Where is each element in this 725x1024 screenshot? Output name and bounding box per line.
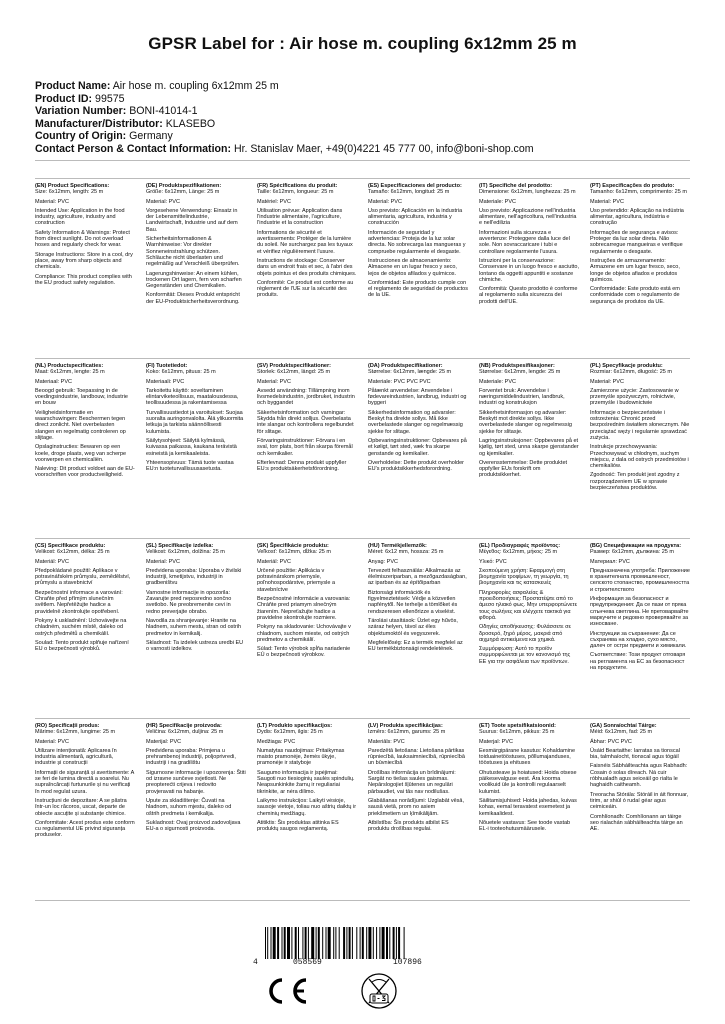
language-block-text: Bezpečnostné informácie a varovania: Chráňte pred priamym slnečným žiarením. Nepreťažujte hadice a pravidelne skontrolujte rozmiere.: [257, 596, 351, 621]
language-block-text: Größe: 6x12mm, Länge: 25 m: [146, 189, 220, 196]
variation-value: BONI-41014-1: [129, 105, 198, 118]
language-block: [146, 543, 246, 655]
barcode-bar: [271, 927, 272, 959]
language-block-heading: (NB) Produktspesifikasjoner:: [479, 363, 555, 369]
barcode-bar: [339, 927, 340, 959]
language-block-text: Dydis: 6x12mm, ilgis: 25 m: [257, 729, 323, 736]
language-block-text: Koko: 6x12mm, pituus: 25 m: [146, 369, 216, 376]
language-block-text: Materiaali: PVC: [146, 378, 185, 385]
language-block-text: Материал: PVC: [590, 558, 630, 565]
barcode-bar: [277, 927, 279, 959]
language-block-text: Informații de siguranță și avertismente: A se feri de lumina directă a soarelui. Nu supraîncărcați furtunurile și nu verificați în mod regulat uzura.: [35, 769, 135, 795]
barcode-bar: [287, 927, 290, 959]
language-block-text: Intended Use: Application in the food industry, agriculture, industry and construction: [35, 207, 125, 227]
language-block-text: Predvidena uporaba: Uporaba v živilski industriji, kmetijstvu, industriji in gradbeništvu: [146, 567, 242, 587]
language-block-text: Instrucciones de almacenamiento: Almacene en un lugar fresco y seco, lejos de objetos afilados y químicos.: [368, 257, 457, 277]
language-block-text: Zamierzone użycie: Zastosowanie w przemyśle spożywczym, rolnictwie, przemyśle i budownictwie: [590, 387, 679, 407]
language-block-text: Laikymo instrukcijos: Laikyti vėsioje, sausoje vietoje, toliau nuo aštrių daiktų ir cheminių medžiagų.: [257, 797, 357, 817]
language-block-heading: (SK) Špecifikácie produktu:: [257, 543, 329, 549]
language-block-text: Ohutusteave ja hoiatused: Hoida otsese päikesevalguse eest. Ära koorma voolikuid üle ja kontrolli regulaarselt kulumist.: [479, 769, 577, 795]
language-block-text: Materiale: PVC: [479, 198, 516, 205]
language-block-text: Faisnéis Sábháilteachta agus Rabhadh: Cosain ó solas díreach. Ná cuir róbhualadh agus seiceáil go rialta le haghaidh caitheamh.: [590, 763, 688, 789]
language-block-text: Tarkoitettu käyttö: soveltaminen elintarviketeollisuus, maatalousdessa, teollisuudessa ja rakentamisessa: [146, 387, 239, 407]
language-block-text: Υλικό: PVC: [479, 558, 507, 565]
language-block: [35, 723, 135, 842]
barcode-bar: [349, 927, 351, 959]
language-block-text: Skladnost: Ta izdelek ustreza uredbi EU o varnosti izdelkov.: [146, 639, 244, 653]
recycling-0-3-icon: [360, 972, 398, 1010]
barcode-bar: [398, 927, 400, 959]
language-block-heading: (IT) Specifiche del prodotto:: [479, 183, 553, 189]
language-block-text: Megfelelőség: Ez a termék megfelel az EU termékbiztonsági rendeletének.: [368, 639, 463, 653]
divider: [35, 160, 690, 161]
language-block-text: Conformité: Ce produit est conforme au règlement de l'UE sur la sécurité des produits.: [257, 279, 354, 299]
language-block: [368, 543, 468, 655]
barcode-bar: [343, 927, 345, 959]
language-block-text: Información de seguridad y advertencias: Proteja de la luz solar directa. No sobrecarga las mangueras y compruebe regularmente el desgaste.: [368, 229, 466, 255]
language-block-text: Materijal: PVC: [146, 738, 182, 745]
language-block-text: Storage Instructions: Store in a cool, dry place, away from sharp objects and chemicals.: [35, 251, 133, 271]
language-block-heading: (RO) Specificații produs:: [35, 723, 100, 729]
language-block: [368, 723, 468, 835]
language-block-text: Veličina: 6x12mm, duljina: 25 m: [146, 729, 224, 736]
language-block-text: Sukladnost: Ovaj proizvod zadovoljava EU-a o sigurnosti proizvoda.: [146, 819, 241, 833]
product-name-label: Product Name:: [35, 80, 111, 92]
language-block: [479, 363, 579, 482]
language-block: [590, 723, 690, 835]
language-block-text: Informacje o bezpieczeństwie i ostrzeżenia: Chronić przed bezpośrednim światłem słonecznym. Nie przeciążać węży i regularnie sprawdzać zużycia.: [590, 409, 690, 441]
language-block-text: Tamanho: 6x12mm, comprimento: 25 m: [590, 189, 687, 196]
language-block-text: Suurus: 6x12mm, pikkus: 25 m: [479, 729, 555, 736]
language-block: [146, 363, 246, 475]
barcode-bar: [267, 927, 268, 959]
language-block-heading: (DE) Produktspezifikationen:: [146, 183, 222, 189]
language-block-text: Efterlevnad: Denna produkt uppfyller EU:s produktsäkerhetsförordning.: [257, 459, 347, 473]
language-block: [368, 363, 468, 475]
language-block-text: Turvallisuustiedot ja varoitukset: Suojaa suoralta auringonvalolta. Älä ylikuormita letkuja ja tarkista säännöllisesti kulumista.: [146, 409, 244, 435]
barcode-bar: [333, 927, 334, 959]
language-block: [35, 363, 135, 482]
barcode-bar: [396, 927, 397, 959]
language-block-text: Materiál: PVC: [35, 558, 69, 565]
language-block-text: Size: 6x12mm, length: 25 m: [35, 189, 104, 196]
language-block-text: Material: PVC: [590, 198, 624, 205]
language-block-text: Yhteensopivuus: Tämä tuote vastaa EU:n tuoteturvallisuusasetusta.: [146, 459, 234, 473]
language-block: [257, 723, 357, 835]
language-block-text: Numatytas naudojimas: Pritaikymas maisto pramonėje, žemės ūkyje, pramonėje ir statyboje: [257, 747, 345, 767]
language-block-text: Størrelse: 6x12mm, lengde: 25 m: [479, 369, 561, 376]
language-block-heading: (GA) Sonraíochtaí Táirge:: [590, 723, 657, 729]
language-block-text: Upute za skladištenje: Čuvati na hladnom, suhom mjestu, daleko od oštrih predmeta i kemikalija.: [146, 797, 232, 817]
language-block: [35, 543, 135, 655]
language-block-text: Eesmärgipärane kasutus: Kohaldamine toiduainetööstuses, põllumajanduses, tööstuses ja ehituses: [479, 747, 576, 767]
barcode-bar: [386, 927, 388, 959]
language-block-text: Material: PVC: [146, 558, 180, 565]
language-block-text: Materiale: PVC: [479, 378, 516, 385]
language-block-heading: (LV) Produkta specifikācijas:: [368, 723, 443, 729]
language-block-text: Materiale: PVC PVC PVC: [368, 378, 431, 385]
language-block-text: Taille: 6x12mm, longueur: 25 m: [257, 189, 334, 196]
language-block: [257, 183, 357, 302]
barcode-bar: [328, 927, 331, 959]
barcode-bar: [298, 927, 299, 959]
language-block-text: Material: PVC: [35, 198, 69, 205]
language-block-text: Förvaringsinstruktioner: Förvara i en sval, torr plats, bort från skarpa föremål och kemikalier.: [257, 437, 353, 457]
language-block-text: Matériel: PVC: [257, 198, 291, 205]
language-block-text: Οδηγίες αποθήκευσης: Φυλάσσετε σε δροσερό, ξηρό μέρος, μακριά από αιχμηρά αντικείμενα και χημικά.: [479, 624, 571, 643]
language-block-text: Avsedd användning: Tillämpning inom livsmedelsindustrin, jordbruket, industrin och byggandet: [257, 387, 355, 407]
language-block-text: Naleving: Dit product voldoet aan de EU-voorschriften voor productveiligheid.: [35, 466, 135, 479]
language-block-text: Utilizare intenționată: Aplicarea în industria alimentară, agricultură, industrie și construcții: [35, 747, 117, 767]
language-block-text: Conformidad: Este producto cumple con el reglamento de seguridad de productos de la UE.: [368, 279, 468, 299]
product-name-value: Air hose m. coupling 6x12mm 25 m: [112, 80, 279, 92]
barcode-bar: [362, 927, 364, 959]
language-block-text: Navodila za shranjevanje: Hranite na hladnem, suhem mestu, stran od ostrih predmetov in kemikalij.: [146, 617, 242, 637]
language-block-text: Drošības informācija un brīdinājumi: Sargāt no tiešas saules gaismas. Nepārslogojiet šļūtenes un regulāri pārbaudiet, vai tās nav nodilušas.: [368, 769, 456, 795]
language-block-text: Storlek: 6x12mm, längd: 25 m: [257, 369, 331, 376]
language-block-text: Material: PVC: [257, 378, 291, 385]
language-block-text: Uso previsto: Applicazione nell'industria alimentare, nell'agricoltura, nell'industria e nell'edilizia: [479, 207, 577, 227]
language-block-text: Varnostne informacije in opozorila: Zavarujte pred neposredno sončno svetlobo. Ne preobremenite cevi in redno preverjajte obrabo.: [146, 589, 232, 615]
language-block-text: Predviđena uporaba: Primjena u prehrambenoj industriji, poljoprivredi, industriji i na gradilištu: [146, 747, 236, 767]
language-block-text: Glabāšanas norādījumi: Uzglabāt vēsā, sausā vietā, prom no asiem priekšmetiem un ķīmikālijām.: [368, 797, 464, 817]
language-block-text: Συμμόρφωση: Αυτό το προϊόν συμμορφώνεται με τον κανονισμό της ΕΕ για την ασφάλεια των προϊόντων.: [479, 646, 571, 665]
language-block-text: Méid: 6x12mm, fad: 25 m: [590, 729, 653, 736]
language-block-text: Nõuetele vastavus: See toode vastab EL-i tooteohutusmäärusele.: [479, 819, 571, 833]
contact-label: Contact Person & Contact Information:: [35, 142, 231, 155]
language-block-text: Atbilstība: Šis produkts atbilst ES produktu drošības regulai.: [368, 819, 449, 833]
language-block-text: Säilitamisjuhised: Hoida jahedas, kuivas kohas, eemal teravatest esemetest ja kemikaalidest.: [479, 797, 577, 817]
barcode-bars: [265, 927, 463, 959]
language-block-text: Materjal: PVC: [479, 738, 513, 745]
origin-line: [35, 130, 695, 143]
language-block-text: Mărime: 6x12mm, lungime: 25 m: [35, 729, 116, 736]
language-block-text: Material: PVC: [35, 738, 69, 745]
language-block-text: Předpokládané použití: Aplikace v potravinářském průmyslu, zemědělství, průmyslu a stavebnictví: [35, 567, 131, 587]
product-name-line: [35, 80, 695, 93]
language-block: [590, 363, 690, 494]
barcode-bar: [366, 927, 367, 959]
divider: [35, 358, 690, 359]
language-block-text: Izmērs: 6x12mm, garums: 25 m: [368, 729, 446, 736]
language-block-text: Πληροφορίες ασφαλείας & προειδοποιήσεις: Προστατέψτε από το άμεσο ηλιακό φως. Μην υπερφορτώνετε τους σωλήνες και ελέγχετε τακτικά για φθορά.: [479, 589, 578, 621]
language-block-text: Tamaño: 6x12mm, longitud: 25 m: [368, 189, 450, 196]
barcode-bar: [373, 927, 374, 959]
language-block-heading: (DA) Produktspecifikationer:: [368, 363, 443, 369]
barcode-bar: [376, 927, 377, 959]
language-block-text: Opbevaringsinstruktioner: Opbevares på et køligt, tørt sted, væk fra skarpe genstande og kemikalier.: [368, 437, 467, 457]
language-block-text: Atitiktis: Šis produktas atitinka ES produktų saugos reglamentą.: [257, 819, 339, 833]
manufacturer-value: KLASEBO: [165, 117, 216, 130]
language-block-text: Overholdelse: Dette produkt overholder EU's produktsikkerhedsforordning.: [368, 459, 464, 473]
language-block-text: Lagerungshinweise: An einem kühlen, trockenen Ort lagern, fern von scharfen Gegenständen und Chemikalien.: [146, 270, 242, 290]
language-block-text: Soulad: Tento produkt splňuje nařízení EU o bezpečnosti výrobků.: [35, 639, 129, 653]
barcode-bar: [322, 927, 323, 959]
barcode-bar: [305, 927, 307, 959]
barcode-bar: [282, 927, 283, 959]
language-block-text: Информация за безопасност и предупреждения: Да се пази от пряка слънчева светлина. Не претоварвайте маркучите и редовно проверявайте за износване.: [590, 596, 689, 628]
product-id-label: Product ID:: [35, 92, 93, 105]
language-block-text: Compliance: This product complies with the EU product safety regulation.: [35, 273, 132, 286]
origin-value: Germany: [129, 130, 173, 143]
language-block-text: Saugumo informacija ir įspėjimai: Saugoti nuo tiesioginių saulės spindulių. Neapsunkinkite žarnų ir reguliariai tikrinkite, ar nėra dilimo.: [257, 769, 355, 795]
language-block-heading: (EL) Προδιαγραφές προϊόντος:: [479, 543, 561, 549]
language-block-heading: (SV) Produktspecifikationer:: [257, 363, 331, 369]
language-block-text: Safety Information & Warnings: Protect from direct sunlight. Do not overload hoses and regularly check for wear.: [35, 229, 130, 249]
language-block-text: Rozmiar: 6x12mm, długość: 25 m: [590, 369, 672, 376]
product-id-line: [35, 93, 695, 106]
language-block: [257, 363, 357, 475]
contact-line: [35, 143, 695, 156]
language-block: [479, 543, 579, 668]
language-block-text: Tárolási utasítások: Üzlet egy hűvös, száraz helyen, távol az éles objektumoktól és vegyszerek.: [368, 617, 458, 637]
language-block-text: Materiál: PVC: [257, 558, 291, 565]
language-block-text: Pokyny na skladovanie: Uchovávajte v chladnom, suchom mieste, od ostrých predmetov a chemikálií.: [257, 624, 351, 643]
language-block: [146, 723, 246, 835]
contact-value: Hr. Stanislav Maer, +49(0)4221 45 777 00, info@boni-shop.com: [233, 142, 534, 155]
language-block-text: Informazioni sulla sicurezza e avvertenze: Proteggere dalla luce del sole. Non sovraccaricare i tubi e controllare regolarmente l'usura.: [479, 229, 570, 255]
manufacturer-label: Manufacturer/Distributor:: [35, 117, 163, 130]
language-block-text: Méret: 6x12 mm, hossza: 25 m: [368, 549, 444, 556]
barcode-bar: [382, 927, 385, 959]
language-block-text: Biztonsági információk és figyelmeztetések: Védje a közvetlen napfénytől. Ne terhelje a tömlőket és rendszeresen ellenőrizze a viselést.: [368, 589, 458, 615]
barcode-bar: [404, 927, 405, 959]
barcode-bar: [326, 927, 327, 959]
language-block-heading: (PL) Specyfikacje produktu:: [590, 363, 663, 369]
barcode-bar: [316, 927, 317, 959]
barcode-digit-left: 4: [253, 958, 258, 967]
language-block-text: Velikost: 6x12mm, délka: 25 m: [35, 549, 110, 556]
variation-label: Variation Number:: [35, 105, 127, 118]
language-block-text: Materiāls: PVC: [368, 738, 405, 745]
language-block-text: Informações de segurança e avisos: Proteger da luz solar direta. Não sobrecarregue mangueiras e verifique regularmente o desgaste.: [590, 229, 683, 255]
language-block-heading: (LT) Produkto specifikacijos:: [257, 723, 333, 729]
divider: [35, 718, 690, 719]
language-block-text: Materiał: PVC: [590, 378, 624, 385]
language-block-text: Инструкции за съхранение: Да се съхранява на хладно, сухо място, далеч от остри предмети и химикали.: [590, 630, 687, 650]
language-block-heading: (NL) Productspecificaties:: [35, 363, 104, 369]
language-block-text: Μέγεθος: 6x12mm, μήκος: 25 m: [479, 549, 558, 556]
language-block-text: Conformidade: Este produto está em conformidade com o regulamento de segurança de produtos da UE.: [590, 286, 680, 305]
barcode-bar: [318, 927, 320, 959]
language-block-text: Предназначена употреба: Приложение в хранителната промишленост, селското стопанство, промишлеността и строителството: [590, 567, 690, 593]
language-block-text: Anyag: PVC: [368, 558, 398, 565]
language-block-text: Zgodność: Ten produkt jest zgodny z rozporządzeniem UE w sprawie bezpieczeństwa produktów.: [590, 472, 680, 492]
language-block-text: Pokyny k uskladnění: Uchovávejte na chladném, suchém místě, daleko od ostrých předmětů a chemikálií.: [35, 617, 127, 637]
language-block-text: Beoogd gebruik: Toepassing in de voedingsindustrie, landbouw, industrie en bouw: [35, 387, 128, 407]
language-block-text: Velikost: 6x12mm, dolžina: 25 m: [146, 549, 225, 556]
ce-mark-icon: [262, 976, 310, 1006]
barcode-bar: [368, 927, 371, 959]
language-block-text: Material: PVC: [368, 198, 402, 205]
language-block-text: Treoracha Stórála: Stóráil in áit fionnuar, tirim, ar shiúl ó rudaí géar agus ceimiceáin.: [590, 791, 689, 811]
language-block-text: Súlad: Tento výrobok spĺňa nariadenie EÚ o bezpečnosti výrobkov.: [257, 646, 351, 659]
product-header: [35, 80, 695, 156]
barcode-bar: [352, 927, 353, 959]
language-block-text: Tervezett felhasználás: Alkalmazás az élelmiszeriparban, a mezőgazdaságban, az iparban és az építőiparban: [368, 567, 467, 587]
language-block: [368, 183, 468, 302]
language-block: [35, 183, 135, 289]
language-block: [590, 183, 690, 308]
language-block-text: Uso previsto: Aplicación en la industria alimentaria, agricultura, industria y construcción: [368, 207, 463, 227]
language-block-text: Paredzētā lietošana: Lietošana pārtikas rūpniecībā, lauksaimniecībā, rūpniecībā un būvniecībā: [368, 747, 465, 767]
barcode-bar: [295, 927, 297, 959]
barcode-bar: [265, 927, 266, 959]
language-block-text: Bezpečnostní informace a varování: Chraňte před přímým slunečním světlem. Nepřetěžujte hadice a pravidelně zkontrolujte opotřebení.: [35, 589, 123, 615]
language-block-text: Úsáid Beartaithe: Iarratas sa tionscal bia, talmhaíocht, tionscal agus tógáil: [590, 747, 680, 761]
language-block-text: Forventet bruk: Anvendelse i næringsmiddelindustrien, landbruk, industri og konstruksjon: [479, 387, 565, 407]
barcode-group-2: 107896: [393, 958, 422, 967]
language-block-heading: (SL) Specifikacije izdelka:: [146, 543, 214, 549]
divider: [35, 178, 690, 179]
language-block-heading: (BG) Спецификации на продукта:: [590, 543, 682, 549]
language-block-text: Informations de sécurité et avertissements: Protéger de la lumière du soleil. Ne surchargez pas les tuyaux et vérifiez régulièrement l'usure.: [257, 229, 353, 255]
language-block-text: Conformitate: Acest produs este conform cu regulamentul UE privind siguranța produselor.: [35, 819, 135, 839]
language-block-text: Säilytysohjeet: Säilytä kylmässä, kuivassa paikassa, kaukana terävistä esineistä ja kemikaaleista.: [146, 437, 237, 457]
barcode-bar: [273, 927, 276, 959]
language-block-heading: (HU) Termékjellemzők:: [368, 543, 427, 549]
language-block-text: Dimensione: 6x12mm, lunghezza: 25 m: [479, 189, 576, 196]
barcode-bar: [284, 927, 286, 959]
barcode-bar: [346, 927, 347, 959]
variation-line: [35, 105, 695, 118]
barcode-bar: [291, 927, 292, 959]
origin-label: Country of Origin:: [35, 130, 127, 143]
language-block-text: Påtænkt anvendelse: Anvendelse i fødevareindustrien, landbrug, industri og byggeri: [368, 387, 467, 407]
language-block: [479, 183, 579, 308]
language-block-text: Sikkerhetsinformasjon og advarsler: Beskytt mot direkte sollys. Ikke overbelastede slanger og regelmessig sjekke for slitasje.: [479, 409, 572, 435]
language-block-text: Vorgesehene Verwendung: Einsatz in der Lebensmittelindustrie, Landwirtschaft, Industrie und auf dem Bau.: [146, 207, 238, 233]
language-block-text: Säkerhetsinformation och varningar: Skydda från direkt solljus. Överbelasta inte slangar och kontrollera regelbundet för slitage.: [257, 409, 354, 435]
language-block: [479, 723, 579, 835]
language-block-text: Overensstemmelse: Dette produktet oppfyller EUs forskrift om produktsikkerhet.: [479, 459, 568, 479]
manufacturer-line: [35, 118, 695, 131]
language-block-text: Medžiaga: PVC: [257, 738, 296, 745]
language-block-text: Sikkerhedsinformation og advarsler: Beskyt fra direkte sollys. Må ikke overbelastede slanger og regelmæssig sjekke for slitage.: [368, 409, 463, 435]
language-block-text: Veiligheidsinformatie en waarschuwingen: Beschermen tegen direct zonlicht. Niet overbelasten slangen en regelmatig controleren op slijtage.: [35, 409, 126, 441]
language-block-text: Sigurnosne informacije i upozorenja: Štiti od izravne sunčeve svjetlosti. Ne preopterećti crijeva i redovito provjeravati na habanje.: [146, 769, 246, 795]
barcode-bar: [360, 927, 361, 959]
language-block-heading: (FI) Tuotetiedot:: [146, 363, 188, 369]
language-block-text: Utilisation prévue: Application dans l'industrie alimentaire, l'agriculture, l'industrie et la construction: [257, 207, 343, 227]
language-block-text: Konformität: Dieses Produkt entspricht der EU-Produktsicherheitsverordnung.: [146, 292, 240, 305]
barcode-bar: [356, 927, 357, 959]
language-block-text: Uso pretendido: Aplicação na indústria alimentar, agricultura, indústria e construção: [590, 207, 684, 227]
barcode-bar: [379, 927, 380, 959]
language-block-text: Размер: 6x12mm, дължина: 25 m: [590, 549, 674, 556]
language-block-text: Maat: 6x12mm, lengte: 25 m: [35, 369, 105, 376]
language-block-heading: (EN) Product Specifications:: [35, 183, 110, 189]
language-block: [590, 543, 690, 674]
language-block-heading: (PT) Especificações do produto:: [590, 183, 675, 189]
barcode-bar: [308, 927, 309, 959]
barcode-bar: [393, 927, 395, 959]
language-block-text: Instrucțiuni de depozitare: A se păstra într-un loc răcoros, uscat, departe de obiecte ascuțite și substanțe chimice.: [35, 797, 127, 817]
language-block-heading: (FR) Spécifications du produit:: [257, 183, 338, 189]
barcode-bar: [311, 927, 314, 959]
page-title: GPSR Label for : Air hose m. coupling 6x12mm 25 m: [148, 34, 577, 53]
language-block-text: Opslaginstructies: Bewaren op een koele, droge plaats, weg van scherpe voorwerpen en chemicaliën.: [35, 444, 127, 463]
barcode-bar: [335, 927, 336, 959]
language-block-text: Sicherheitsinformationen & Warnhinweise: Vor direkter Sonneneinstrahlung schützen. Schläuche nicht überlasten und regelmäßig auf Verschleiß überprüfen.: [146, 236, 240, 268]
language-block-text: Lagringsinstruksjoner: Oppbevares på et kjølig, tørt sted, unna skarpe gjenstander og kjemikalier.: [479, 437, 579, 457]
language-block-text: Instruções de armazenamento: Armazene em um lugar fresco, seco, longe de objetos afiados e produtos químicos.: [590, 257, 680, 283]
language-block-heading: (ET) Toote spetsifikatsioonid:: [479, 723, 556, 729]
barcode: [253, 927, 471, 968]
barcode-bar: [389, 927, 390, 959]
language-block-text: Съответствие: Този продукт отговаря на регламента на ЕС за безопасност на продуктите.: [590, 652, 686, 672]
language-block-text: Veľkosť: 6x12mm, dĺžka: 25 m: [257, 549, 331, 556]
barcode-group-1: 058569: [293, 958, 322, 967]
barcode-bar: [302, 927, 303, 959]
language-block-text: Istruzioni per la conservazione: Conservare in un luogo fresco e asciutto, lontano da oggetti appuntiti e sostanze chimiche.: [479, 257, 579, 283]
language-block-heading: (CS) Specifikace produktu:: [35, 543, 106, 549]
language-block: [146, 183, 246, 308]
language-block-text: Určené použitie: Aplikácia v potravinárskom priemysle, poľnohospodárstve, priemysle a stavebníctve: [257, 567, 336, 593]
language-block-heading: (ES) Especificaciones del producto:: [368, 183, 462, 189]
language-block-text: Størrelse: 6x12mm, længde: 25 m: [368, 369, 452, 376]
product-id-value: 99575: [95, 92, 125, 105]
divider: [35, 538, 690, 539]
language-block-text: Ábhar: PVC PVC: [590, 738, 632, 745]
language-block-text: Instrukcje przechowywania: Przechowywać w chłodnym, suchym miejscu, z dala od ostrych przedmiotów i chemikaliów.: [590, 444, 689, 470]
language-block-text: Material: PVC: [146, 198, 180, 205]
language-block-text: Σκοπούμενη χρήση: Εφαρμογή στη βιομηχανία τροφίμων, τη γεωργία, τη βιομηχανία και τις κατασκευές: [479, 567, 569, 587]
language-block-text: Conformità: Questo prodotto è conforme al regolamento sulla sicurezza dei prodotti dell'UE.: [479, 286, 578, 305]
language-block: [257, 543, 357, 662]
language-block-heading: (HR) Specifikacije proizvoda:: [146, 723, 222, 729]
language-block-text: Materiaal: PVC: [35, 378, 72, 385]
language-block-text: Instructions de stockage: Conserver dans un endroit frais et sec, à l'abri des objets pointus et des produits chimiques.: [257, 257, 357, 277]
divider: [35, 900, 690, 901]
language-block-text: Comhlíonadh: Comhlíonann an táirge seo rialachán sábháilteachta táirge an AE.: [590, 813, 683, 833]
